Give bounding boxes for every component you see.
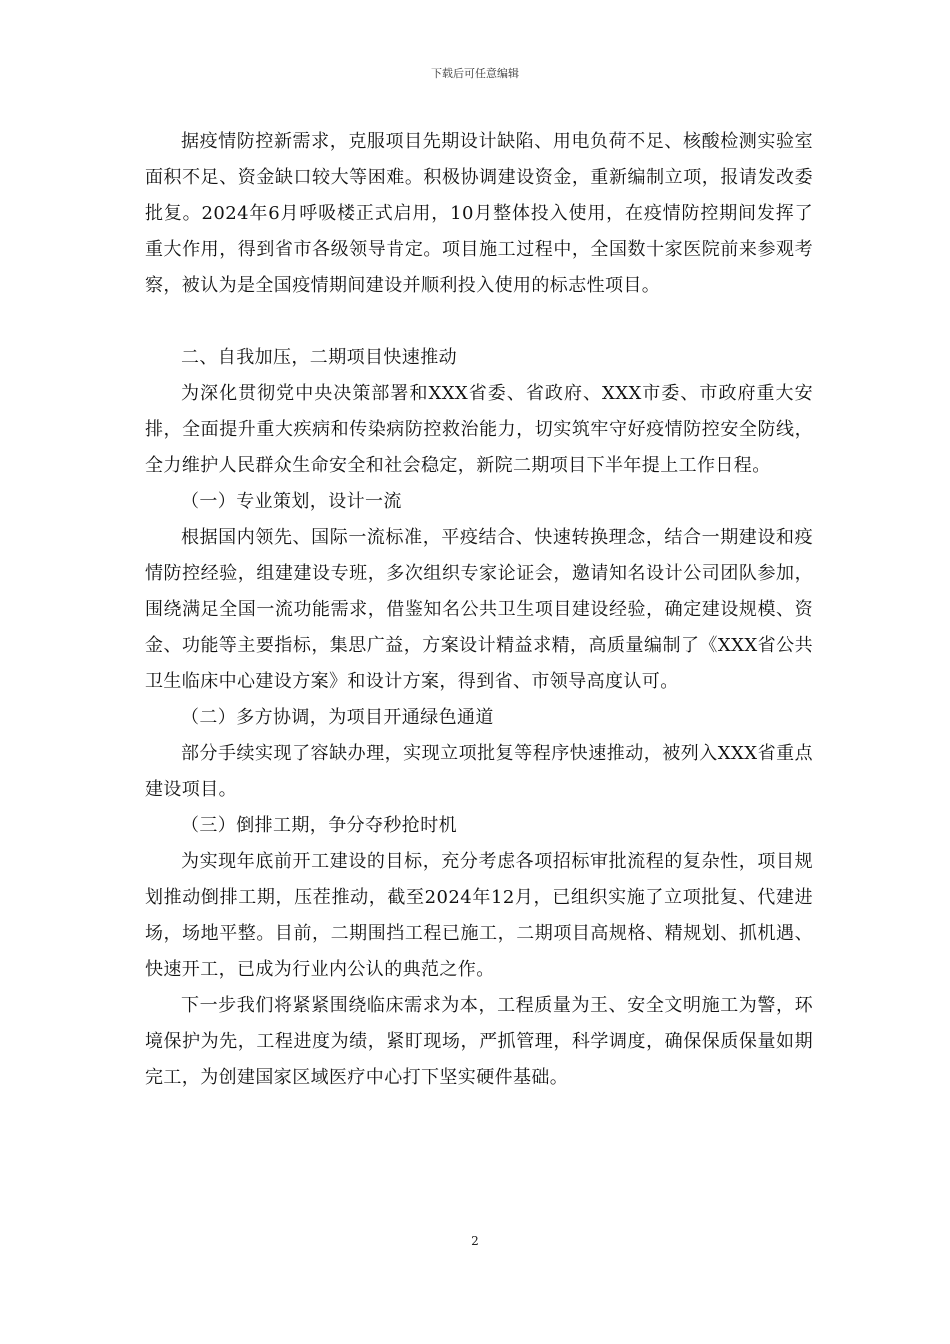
paragraph-next-steps: 下一步我们将紧紧围绕临床需求为本，工程质量为王、安全文明施工为警，环境保护为先，工程进度为绩，紧盯现场，严抓管理，科学调度，确保保质保量如期完工，为创建国家区域医疗中心打下坚实硬件基础。	[145, 995, 813, 1088]
paragraph-professional-planning: 根据国内领先、国际一流标准，平疫结合、快速转换理念，结合一期建设和疫情防控经验，组建建设专班，多次组织专家论证会，邀请知名设计公司团队参加，围绕满足全国一流功能需求，借鉴知名公共卫生项目建设经验，确定建设规模、资金、功能等主要指标，集思广益，方案设计精益求精，高质量编制了《XXX省公共卫生临床中心建设方案》和设计方案，得到省、市领导高度认可。	[145, 527, 813, 692]
subheading-professional-planning: （一）专业策划，设计一流	[181, 491, 402, 512]
paragraph-spacer	[145, 304, 813, 340]
paragraph-schedule: 为实现年底前开工建设的目标，充分考虑各项招标审批流程的复杂性，项目规划推动倒排工期，压茬推动，截至2024年12月，已组织实施了立项批复、代建进场，场地平整。目前，二期围挡工程已施工，二期项目高规格、精规划、抓机遇、快速开工，已成为行业内公认的典范之作。	[145, 851, 813, 980]
section-heading-phase-two: 二、自我加压，二期项目快速推动	[181, 347, 457, 368]
document-body	[145, 124, 813, 1096]
paragraph-multi-coordination: 部分手续实现了容缺办理，实现立项批复等程序快速推动，被列入XXX省重点建设项目。	[145, 743, 813, 800]
subheading-multi-coordination: （二）多方协调，为项目开通绿色通道	[181, 707, 494, 728]
paragraph-epidemic-needs: 据疫情防控新需求，克服项目先期设计缺陷、用电负荷不足、核酸检测实验室面积不足、资金缺口较大等困难。积极协调建设资金，重新编制立项，报请发改委批复。2024年6月呼吸楼正式启用，10月整体投入使用，在疫情防控期间发挥了重大作用，得到省市各级领导肯定。项目施工过程中，全国数十家医院前来参观考察，被认为是全国疫情期间建设并顺利投入使用的标志性项目。	[145, 131, 813, 296]
page-number: 2	[471, 1234, 479, 1248]
page-header: 下载后可任意编辑	[431, 67, 519, 80]
subheading-schedule: （三）倒排工期，争分夺秒抢时机	[181, 815, 457, 836]
paragraph-phase-two-intro: 为深化贯彻党中央决策部署和XXX省委、省政府、XXX市委、市政府重大安排，全面提升重大疾病和传染病防控救治能力，切实筑牢守好疫情防控安全防线，全力维护人民群众生命安全和社会稳定，新院二期项目下半年提上工作日程。	[145, 383, 813, 476]
